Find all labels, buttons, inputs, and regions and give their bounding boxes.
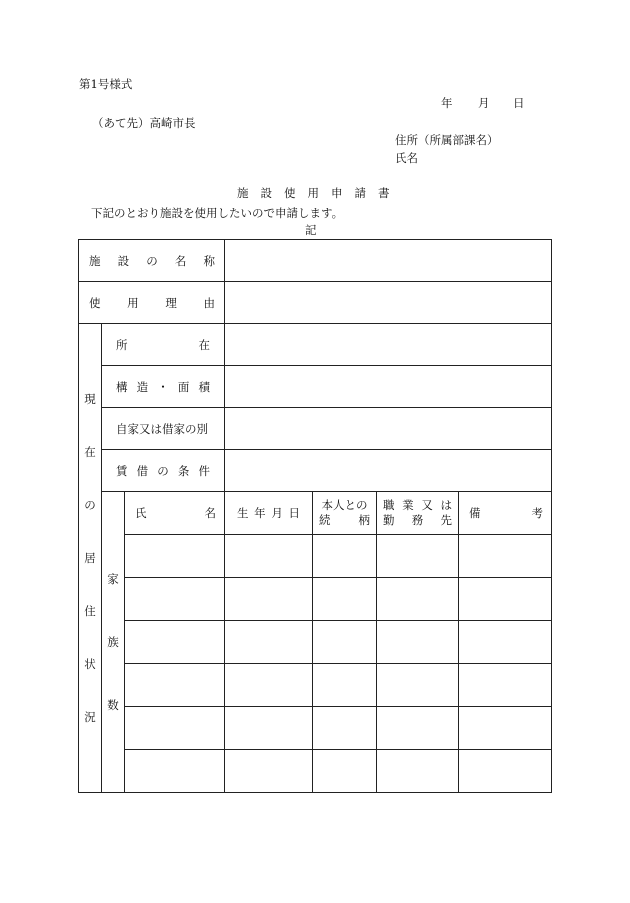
family-col-birthdate-header: 生 年 月 日 — [225, 492, 313, 535]
form-title: 施 設 使 用 申 請 書 — [237, 186, 390, 200]
family-name-cell[interactable] — [125, 707, 225, 750]
location-label-cell: 所 在 — [102, 324, 225, 366]
form-number: 第1号様式 — [79, 77, 133, 91]
facility-name-label-cell: 施 設 の 名 称 — [79, 240, 225, 282]
family-row — [79, 750, 552, 793]
family-occupation-cell[interactable] — [377, 664, 459, 707]
family-name-cell[interactable] — [125, 621, 225, 664]
own-or-rented-label-cell: 自家又は借家の別 — [102, 408, 225, 450]
family-occupation-cell[interactable] — [377, 707, 459, 750]
structure-area-label-cell: 構 造 ・ 面 積 — [102, 366, 225, 408]
family-birthdate-cell[interactable] — [225, 664, 313, 707]
family-remarks-cell[interactable] — [459, 535, 552, 578]
family-occupation-cell[interactable] — [377, 535, 459, 578]
date-month-label: 月 — [478, 96, 490, 110]
family-relation-cell[interactable] — [313, 535, 377, 578]
family-row — [79, 707, 552, 750]
structure-area-input[interactable] — [225, 366, 552, 408]
family-relation-cell[interactable] — [313, 578, 377, 621]
application-table — [78, 239, 552, 793]
family-birthdate-cell[interactable] — [225, 578, 313, 621]
family-relation-cell[interactable] — [313, 664, 377, 707]
family-birthdate-cell[interactable] — [225, 707, 313, 750]
ki-label: 記 — [305, 223, 317, 237]
family-remarks-cell[interactable] — [459, 578, 552, 621]
current-residence-label-cell: 現 在 の 居 住 状 況 — [79, 324, 102, 793]
addressee: （あて先）高崎市長 — [92, 116, 196, 130]
applicant-address-label: 住所（所属部課名） — [395, 133, 499, 147]
family-name-cell[interactable] — [125, 750, 225, 793]
family-col-occupation-header: 職 業 又 は 勤 務 先 — [377, 492, 459, 535]
family-name-cell[interactable] — [125, 578, 225, 621]
family-relation-cell[interactable] — [313, 707, 377, 750]
family-occupation-cell[interactable] — [377, 578, 459, 621]
intro-text: 下記のとおり施設を使用したいので申請します。 — [91, 206, 344, 220]
family-row — [79, 578, 552, 621]
family-row — [79, 621, 552, 664]
family-col-name-header: 氏 名 — [125, 492, 225, 535]
family-occupation-cell[interactable] — [377, 621, 459, 664]
family-occupation-cell[interactable] — [377, 750, 459, 793]
date-year-label: 年 — [441, 96, 453, 110]
family-birthdate-cell[interactable] — [225, 621, 313, 664]
family-col-relation-header: 本人との 続 柄 — [313, 492, 377, 535]
date-day-label: 日 — [513, 96, 525, 110]
usage-reason-input[interactable] — [225, 282, 552, 324]
applicant-name-label: 氏名 — [395, 151, 418, 165]
family-name-cell[interactable] — [125, 664, 225, 707]
family-count-label-cell: 家 族 数 — [102, 492, 125, 793]
usage-reason-label-cell: 使 用 理 由 — [79, 282, 225, 324]
family-remarks-cell[interactable] — [459, 707, 552, 750]
lease-terms-input[interactable] — [225, 450, 552, 492]
family-birthdate-cell[interactable] — [225, 535, 313, 578]
own-or-rented-input[interactable] — [225, 408, 552, 450]
family-relation-cell[interactable] — [313, 621, 377, 664]
family-remarks-cell[interactable] — [459, 664, 552, 707]
family-remarks-cell[interactable] — [459, 750, 552, 793]
family-row — [79, 664, 552, 707]
location-input[interactable] — [225, 324, 552, 366]
family-remarks-cell[interactable] — [459, 621, 552, 664]
family-birthdate-cell[interactable] — [225, 750, 313, 793]
family-name-cell[interactable] — [125, 535, 225, 578]
family-col-remarks-header: 備 考 — [459, 492, 552, 535]
lease-terms-label-cell: 賃 借 の 条 件 — [102, 450, 225, 492]
facility-name-input[interactable] — [225, 240, 552, 282]
family-row — [79, 535, 552, 578]
family-relation-cell[interactable] — [313, 750, 377, 793]
